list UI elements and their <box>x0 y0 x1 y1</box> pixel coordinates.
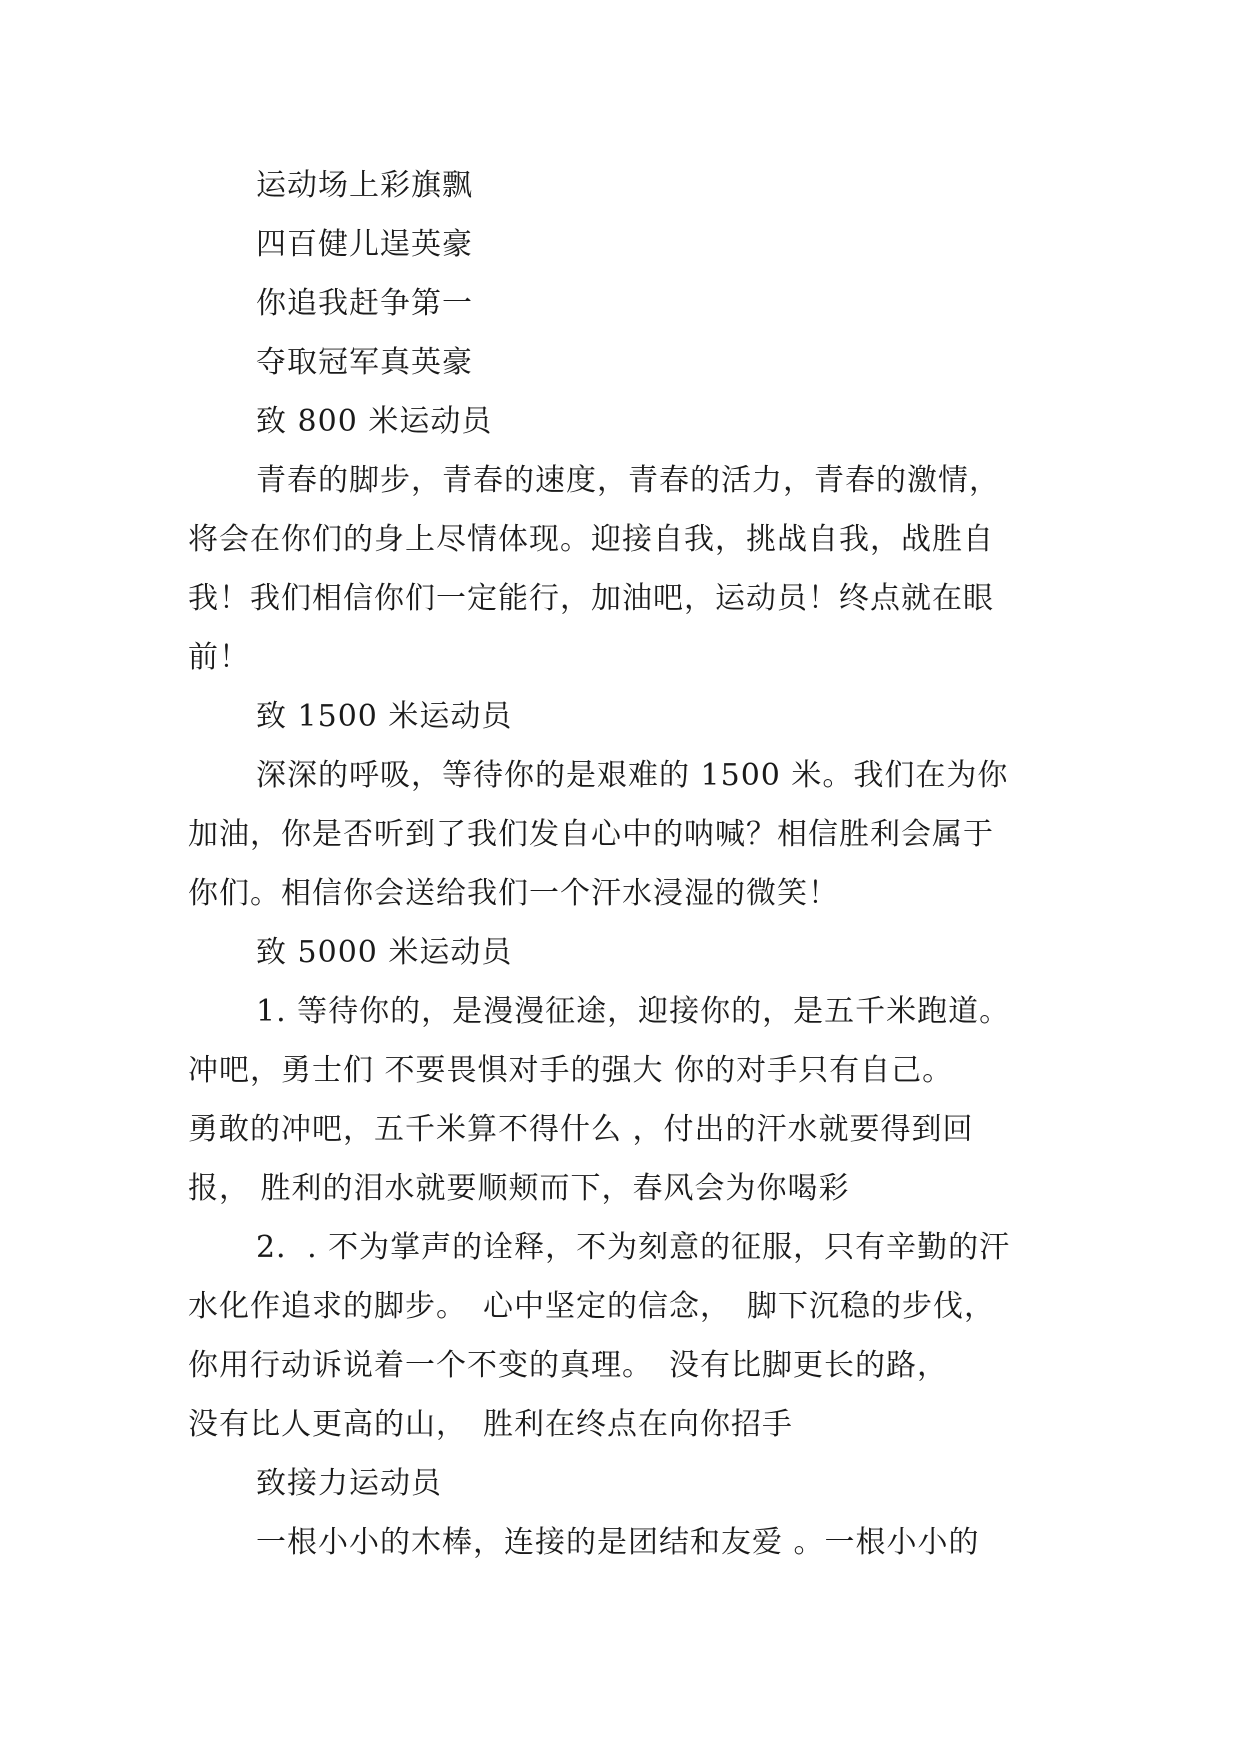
poem-line-3: 你追我赶争第一 <box>256 286 473 321</box>
heading-800m: 致 800 米运动员 <box>256 404 493 439</box>
paragraph-1500m-line-1: 深深的呼吸，等待你的是艰难的 1500 米。我们在为你 <box>256 758 1009 793</box>
paragraph-800m-line-1: 青春的脚步，青春的速度，青春的活力，青春的激情， <box>256 463 1000 498</box>
paragraph-5000m-1-line-4: 报， 胜利的泪水就要顺颊而下，春风会为你喝彩 <box>188 1171 850 1206</box>
paragraph-5000m-1-line-2: 冲吧，勇士们 不要畏惧对手的强大 你的对手只有自己。 <box>188 1053 954 1088</box>
poem-line-4: 夺取冠军真英豪 <box>256 345 473 380</box>
poem-line-2: 四百健儿逞英豪 <box>256 227 473 262</box>
paragraph-1500m-line-2: 加油，你是否听到了我们发自心中的呐喊？相信胜利会属于 <box>188 817 994 852</box>
paragraph-relay-line-1: 一根小小的木棒，连接的是团结和友爱 。一根小小的 <box>256 1525 980 1560</box>
paragraph-5000m-1-line-3: 勇敢的冲吧，五千米算不得什么 ，付出的汗水就要得到回 <box>188 1112 974 1147</box>
paragraph-5000m-2-line-3: 你用行动诉说着一个不变的真理。 没有比脚更长的路， <box>188 1348 948 1383</box>
heading-1500m: 致 1500 米运动员 <box>256 699 513 734</box>
heading-relay: 致接力运动员 <box>256 1466 442 1501</box>
poem-line-1: 运动场上彩旗飘 <box>256 168 473 203</box>
paragraph-5000m-2-line-1: 2．. 不为掌声的诠释，不为刻意的征服，只有辛勤的汗 <box>256 1230 1011 1265</box>
paragraph-5000m-1-line-1: 1. 等待你的，是漫漫征途，迎接你的，是五千米跑道。 <box>256 994 1011 1029</box>
paragraph-5000m-2-line-4: 没有比人更高的山， 胜利在终点在向你招手 <box>188 1407 793 1442</box>
paragraph-1500m-line-3: 你们。相信你会送给我们一个汗水浸湿的微笑！ <box>188 876 839 911</box>
paragraph-800m-line-3: 我！我们相信你们一定能行，加油吧，运动员！终点就在眼 <box>188 581 994 616</box>
heading-5000m: 致 5000 米运动员 <box>256 935 513 970</box>
paragraph-800m-line-2: 将会在你们的身上尽情体现。迎接自我，挑战自我，战胜自 <box>188 522 994 557</box>
paragraph-800m-line-4: 前！ <box>188 640 250 675</box>
paragraph-5000m-2-line-2: 水化作追求的脚步。 心中坚定的信念， 脚下沉稳的步伐， <box>188 1289 995 1324</box>
